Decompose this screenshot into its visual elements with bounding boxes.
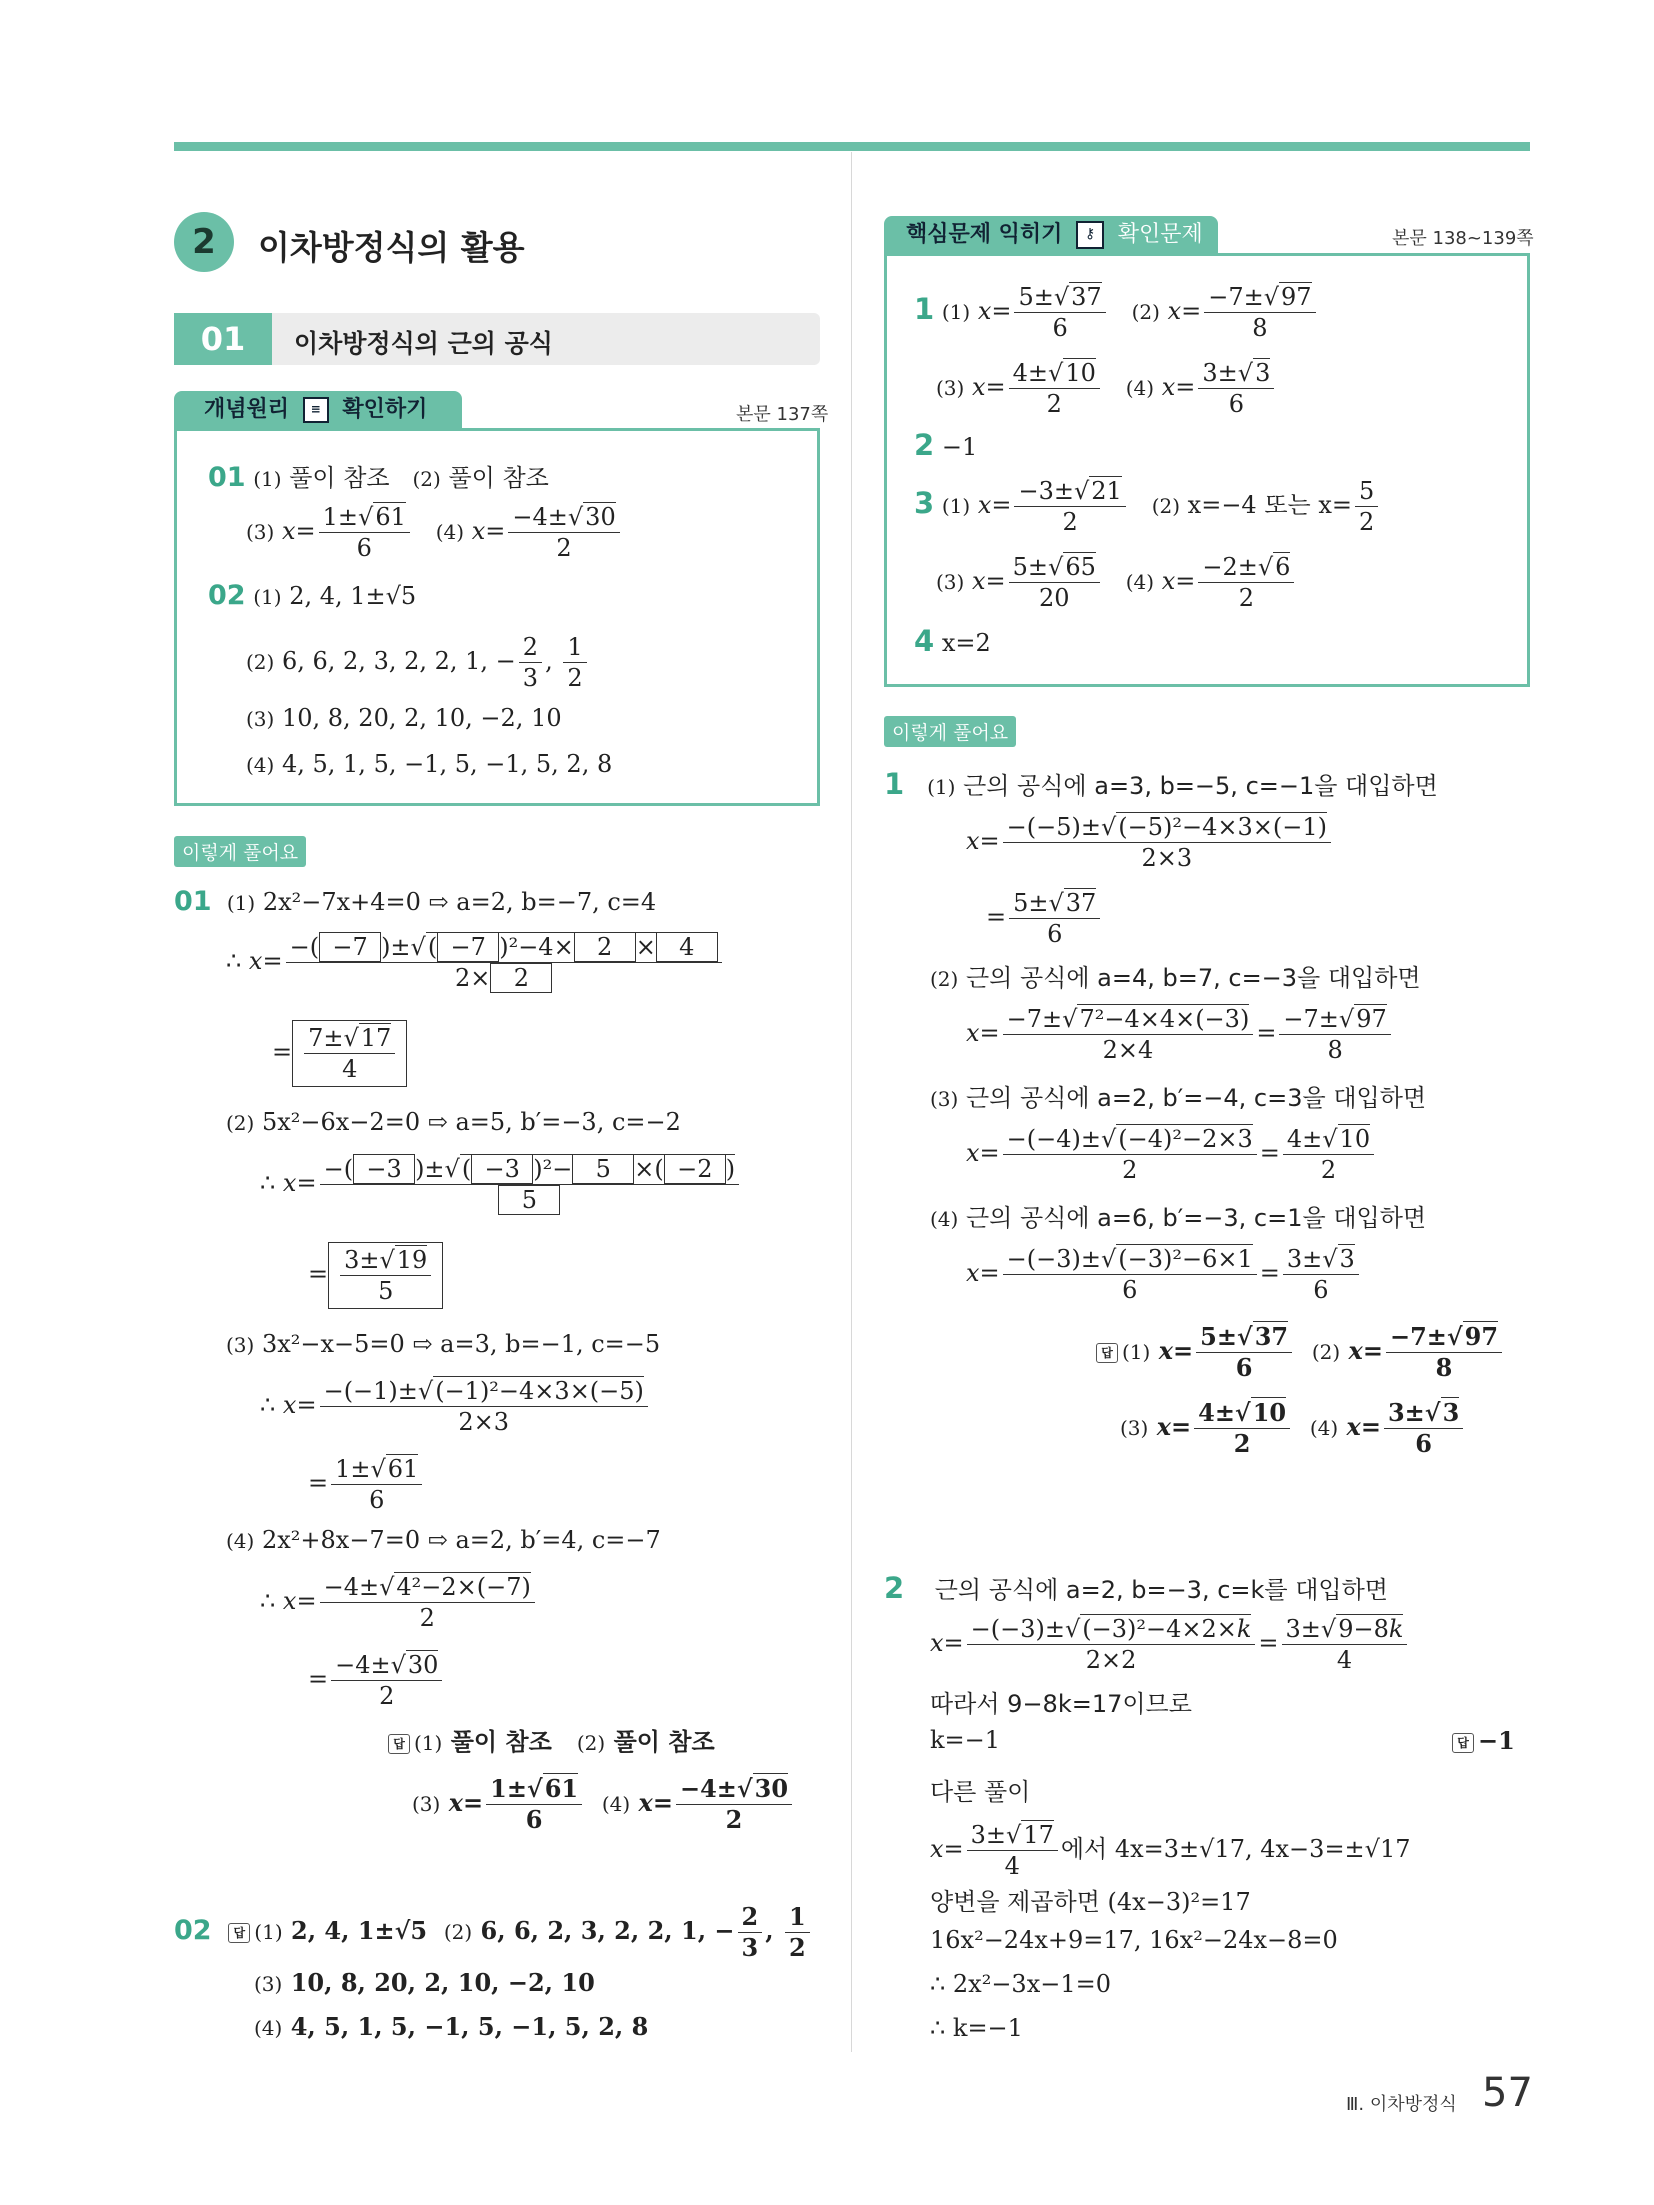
- concept-q01: 01 (1) 풀이 참조 (2) 풀이 참조: [208, 462, 549, 493]
- left-answer-01-a: 답 (1) 풀이 참조 (2) 풀이 참조: [388, 1722, 715, 1757]
- core-q2: 2 −1: [914, 428, 978, 462]
- right-sol-2-alt5: ∴ k=−1: [930, 2014, 1023, 2042]
- section-number-badge: 2: [174, 212, 234, 272]
- core-box-ref: 본문 138~139쪽: [1392, 228, 1534, 249]
- core-q1-a: 1 (1) x= $\frac{5\pm√37}{6}$ (2) x= $\frac{-7\pm√97}{8}$: [914, 282, 1319, 343]
- footer-chapter: Ⅲ. 이차방정식: [1346, 2094, 1457, 2115]
- core-q1-b: (3) x= $\frac{4\pm√10}{2}$ (4) x= $\frac{3\pm√3}{6}$: [936, 358, 1277, 419]
- top-rule: [174, 142, 1530, 151]
- answer-icon: 답: [1452, 1733, 1474, 1753]
- concept-q02-3: (3) 10, 8, 20, 2, 10, −2, 10: [246, 704, 562, 732]
- subsection-number: 01: [174, 313, 272, 365]
- core-tab-label: 핵심문제 익히기: [906, 222, 1063, 247]
- right-answer-1-b: (3) x= $\frac{4\pm√10}{2}$ (4) x= $\frac{3\pm√3}{6}$: [1120, 1398, 1466, 1459]
- right-sol-2-1: 2 근의 공식에 a=2, b=−3, c=k를 대입하면: [884, 1571, 1388, 1605]
- left-sol-01-2-result: = $\frac{3\pm√19}{5}$: [308, 1242, 443, 1309]
- concept-q02-1: 02 (1) 2, 4, 1±√5: [208, 580, 417, 611]
- column-divider: [851, 152, 852, 2052]
- left-sol-01-4-formula: ∴ x= $\frac{\text{−4±√4²−2×(−7)}}{2}$: [260, 1572, 538, 1633]
- right-sol-1-1-formula: x= $\frac{\text{−(−5)±√(−5)²−4×3×(−1)}}{2\times 3}$: [966, 812, 1334, 873]
- left-sol-01-1-result: = $\frac{7\pm√17}{4}$: [272, 1020, 407, 1087]
- key-icon: ⚷: [1076, 221, 1104, 249]
- left-sol-01-1-formula: ∴ x= $\frac{\text{−( −7 )±√( −7 )²−4× 2 × 4}}{2\times 2}$: [226, 932, 725, 993]
- concept-box-tab: [174, 391, 462, 429]
- solve-pill-right: 이렇게 풀어요: [884, 716, 1016, 747]
- core-tab-sub: 확인문제: [1117, 222, 1203, 247]
- concept-box-ref: 본문 137쪽: [736, 404, 829, 425]
- answer-icon: 답: [388, 1734, 410, 1754]
- section-title: 이차방정식의 활용: [258, 228, 525, 267]
- left-answer-01-b: (3) x= $\frac{1\pm√61}{6}$ (4) x= $\frac{-4\pm√30}{2}$: [412, 1774, 795, 1835]
- left-sol-01-3-formula: ∴ x= $\frac{\text{−(−1)±√(−1)²−4×3×(−5)}}{2\times 3}$: [260, 1376, 651, 1437]
- right-sol-1-4: (4) 근의 공식에 a=6, b′=−3, c=1을 대입하면: [930, 1204, 1427, 1232]
- core-q4: 4 x=2: [914, 624, 991, 658]
- checklist-icon: ≡: [303, 397, 329, 423]
- right-sol-2-alt2: 양변을 제곱하면 (4x−3)²=17: [930, 1888, 1251, 1916]
- left-sol-01-4: (4) 2x²+8x−7=0 ⇨ a=2, b′=4, c=−7: [226, 1526, 661, 1554]
- concept-q01-3: (3) x= $\frac{1\pm√61}{6}$ (4) x= $\frac{-4\pm√30}{2}$: [246, 502, 623, 563]
- right-sol-1-3-formula: x= $\frac{\text{−(−4)±√(−4)²−2×3}}{2}$ = $\frac{4\pm√10}{2}$: [966, 1124, 1377, 1185]
- right-sol-2-2: 따라서 9−8k=17이므로: [930, 1690, 1192, 1718]
- right-answer-1-a: 답 (1) x= $\frac{5\pm√37}{6}$ (2) x= $\frac{-7\pm√97}{8}$: [1096, 1322, 1505, 1383]
- left-answer-02-4: (4) 4, 5, 1, 5, −1, 5, −1, 5, 2, 8: [254, 2012, 649, 2041]
- right-sol-1-2-formula: x= $\frac{\text{−7±√7²−4×4×(−3)}}{2\times 4}$ = $\frac{-7\pm√97}{8}$: [966, 1004, 1394, 1065]
- right-answer-2: 답 −1: [1452, 1726, 1515, 1755]
- right-sol-1-2: (2) 근의 공식에 a=4, b=7, c=−3을 대입하면: [930, 964, 1421, 992]
- answer-icon: 답: [1096, 1343, 1118, 1363]
- left-sol-01-2-formula: ∴ x= $\frac{\text{−( −3 )±√( −3 )²− 5 ×( −2 )}}{5}$: [260, 1154, 742, 1215]
- right-sol-2-alt3: 16x²−24x+9=17, 16x²−24x−8=0: [930, 1926, 1338, 1954]
- concept-tab-label: 개념원리: [204, 397, 290, 422]
- left-answer-02-1: 02 답 (1) 2, 4, 1±√5 (2) 6, 6, 2, 3, 2, 2, 1, − $\frac{2}{3}$ , $\frac{1}{2}$: [174, 1902, 813, 1963]
- right-sol-1-4-formula: x= $\frac{\text{−(−3)±√(−3)²−6×1}}{6}$ = $\frac{3\pm√3}{6}$: [966, 1244, 1362, 1305]
- concept-q02-2: (2) 6, 6, 2, 3, 2, 2, 1, − $\frac{2}{3}$ , $\frac{1}{2}$: [246, 632, 590, 693]
- right-sol-2-alt4: ∴ 2x²−3x−1=0: [930, 1970, 1111, 1998]
- left-sol-01-3: (3) 3x²−x−5=0 ⇨ a=3, b=−1, c=−5: [226, 1330, 661, 1358]
- left-answer-02-3: (3) 10, 8, 20, 2, 10, −2, 10: [254, 1968, 595, 1997]
- right-sol-2-alt1: x= $\frac{3\pm√17}{4}$ 에서 4x=3±√17, 4x−3=±√17: [930, 1821, 1411, 1880]
- left-sol-01-1: 01 (1) 2x²−7x+4=0 ⇨ a=2, b=−7, c=4: [174, 886, 657, 917]
- core-q3-b: (3) x= $\frac{5\pm√65}{20}$ (4) x= $\frac{-2\pm√6}{2}$: [936, 552, 1297, 613]
- alt-solution-label: 다른 풀이: [930, 1778, 1031, 1806]
- core-box-tab: [884, 216, 1218, 254]
- right-sol-2-3: k=−1: [930, 1726, 1001, 1754]
- right-sol-2-formula: x= $\frac{\text{−(−3)±√(−3)²−4×2×k}}{2\times 2}$ = $\frac{3\pm√9-8k}{4}$: [930, 1614, 1410, 1675]
- answer-icon: 답: [228, 1923, 250, 1943]
- right-sol-1-1-result: = $\frac{5\pm√37}{6}$: [986, 888, 1103, 949]
- left-sol-01-2: (2) 5x²−6x−2=0 ⇨ a=5, b′=−3, c=−2: [226, 1108, 681, 1136]
- left-sol-01-3-result: = $\frac{1\pm√61}{6}$: [308, 1454, 425, 1515]
- concept-q02-4: (4) 4, 5, 1, 5, −1, 5, −1, 5, 2, 8: [246, 750, 613, 778]
- concept-tab-sub: 확인하기: [342, 397, 428, 422]
- right-sol-1-3: (3) 근의 공식에 a=2, b′=−4, c=3을 대입하면: [930, 1084, 1427, 1112]
- solve-pill-left: 이렇게 풀어요: [174, 836, 306, 867]
- left-sol-01-4-result: = $\frac{-4\pm√30}{2}$: [308, 1650, 445, 1711]
- core-q3-a: 3 (1) x= $\frac{-3\pm√21}{2}$ (2) x=−4 또는 x= $\frac{5}{2}$: [914, 476, 1381, 537]
- page-number: 57: [1482, 2070, 1533, 2116]
- subsection-title: 이차방정식의 근의 공식: [294, 329, 553, 358]
- right-sol-1-1: 1 (1) 근의 공식에 a=3, b=−5, c=−1을 대입하면: [884, 767, 1438, 801]
